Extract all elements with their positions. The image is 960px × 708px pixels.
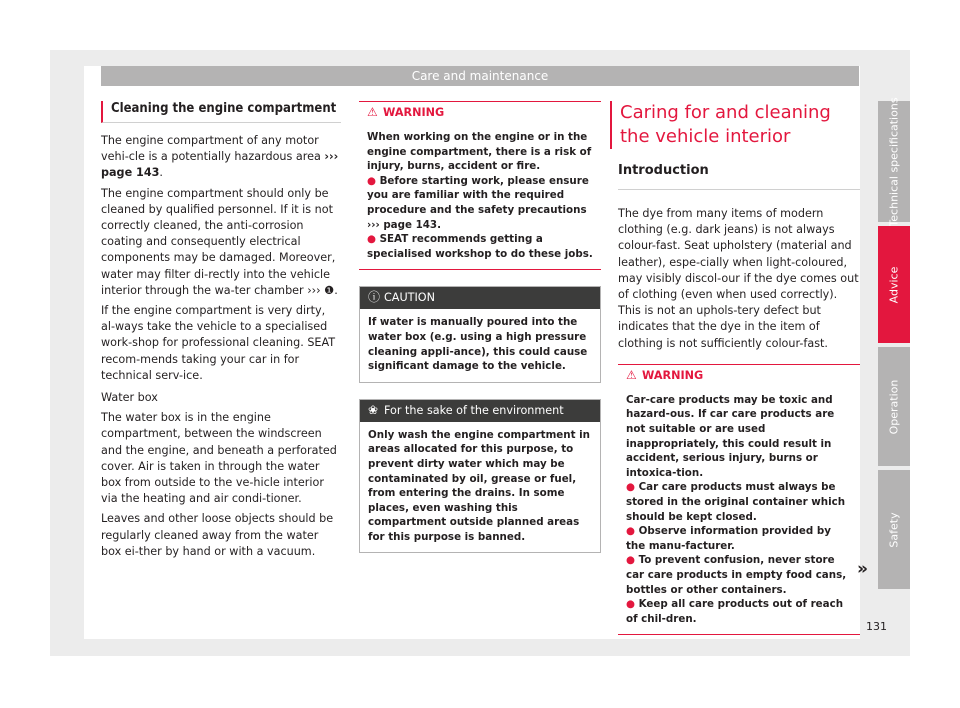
environment-body: Only wash the engine compartment in areas allocated for this purpose, to prevent dirty water which may be contaminated by oil, grease or fuel, from entering the drains. In some places, even washing this compartment outside planned areas for this purpose is banned.	[368, 428, 590, 543]
chapter-title: Caring for and cleaning the vehicle interior	[610, 101, 852, 149]
warning-bullet: ● Observe information provided by the manu-facturer.	[626, 525, 831, 552]
bullet-icon: ●	[367, 174, 380, 187]
paragraph: The dye from many items of modern clothing (e.g. dark jeans) is not always colour-fast. Seat upholstery (material and leather), espe-cially when light-coloured, may visibly discol-our if the dye comes out of clothing (even when used correctly). This is not an uphols-tery defect but indicates that the dye in the item of clothing is not sufficiently colour-fast.	[618, 207, 859, 350]
warning-bullet: ● SEAT recommends getting a specialised workshop to do these jobs.	[367, 233, 593, 260]
caution-box	[359, 286, 601, 382]
tab-safety[interactable]: Safety	[878, 470, 910, 589]
paragraph: The engine compartment should only be cleaned by qualified personnel. If it is not correctly cleaned, the anti-corrosion coating and consequently electrical components may be damaged. Moreover, water may filter di-rectly into the vehicle interior through the wa-ter chamber ››› ❶.	[101, 186, 338, 297]
warning-bullet: ● Keep all care products out of reach of chil-dren.	[626, 598, 844, 625]
warning-bullet: ● To prevent confusion, never store car care products in empty food cans, bottles or other containers.	[626, 554, 847, 596]
warning-header: ⚠ WARNING	[359, 102, 601, 124]
bullet-icon: ●	[626, 481, 639, 494]
bullet-icon: ●	[367, 233, 380, 246]
continue-arrow-icon: »	[857, 559, 868, 579]
column-interior-care	[618, 101, 860, 651]
water-box-heading: Water box	[101, 391, 158, 405]
warning-triangle-icon: ⚠	[626, 367, 637, 382]
environment-leaf-icon: ❀	[368, 402, 379, 417]
paragraph: The water box is in the engine compartment, between the windscreen and the engine, and beneath a perforated cover. Air is taken in through the water box from outside to the ve-hicle interior via the heating and air condi-tioner.	[101, 411, 337, 506]
tab-advice[interactable]: Advice	[878, 226, 910, 343]
warning-body: When working on the engine or in the engine compartment, there is a risk of injury, burns, accident or fire. ● Before starting work, please ensure you are familiar with the required procedure and the safety precautions ››› page 143. ● SEAT recommends getting a specialised workshop to do these jobs.	[367, 131, 593, 260]
tab-operation[interactable]: Operation	[878, 347, 910, 466]
warning-box	[618, 364, 860, 636]
environment-header: ❀ For the sake of the environment	[360, 400, 600, 422]
environment-box	[359, 399, 601, 554]
warning-triangle-icon: ⚠	[367, 105, 378, 119]
caution-icon: ⓘ	[368, 290, 381, 305]
caution-header: ⓘ CAUTION	[360, 287, 600, 309]
bullet-icon: ●	[626, 525, 639, 538]
page-number: 131	[866, 620, 887, 633]
warning-box	[359, 101, 601, 270]
caution-body: If water is manually poured into the water box (e.g. using a high pressure cleaning appli-ance), this could cause significant damage to the vehicle.	[368, 316, 588, 373]
page-link[interactable]: ››› page 143	[101, 150, 339, 180]
bullet-icon: ●	[626, 554, 639, 567]
chapter-header: Care and maintenance	[101, 66, 859, 86]
paragraph: If the engine compartment is very dirty, al-ways take the vehicle to a specialised work-shop for professional cleaning. SEAT recom-mends taking your car in for technical serv-ice.	[101, 304, 336, 382]
paragraph: The engine compartment of any motor vehi-cle is a potentially hazardous area ››› page 143.	[101, 134, 339, 180]
warning-body: Car-care products may be toxic and hazard-ous. If car care products are not suitable or are used inappropriately, this could result in accident, serious injury, burns or intoxica-tion. ● Car care products must always be stored in the original container which should be kept closed. ● Observe information provided by the manu-facturer. ● To prevent confusion, never store car care products in empty food cans, bottles or other containers. ● Keep all care products out of reach of chil-dren.	[618, 387, 860, 635]
column-notices	[359, 101, 601, 569]
section-title: Cleaning the engine compartment	[101, 101, 341, 123]
warning-header: ⚠ WARNING	[618, 365, 860, 387]
paragraph: Leaves and other loose objects should be regularly cleaned away from the water box ei-ther by hand or with a vacuum.	[101, 512, 334, 558]
bullet-icon: ●	[626, 598, 639, 611]
introduction-heading: Introduction	[618, 163, 860, 190]
tab-technical-specifications[interactable]: Technical specifications	[878, 101, 910, 222]
warning-bullet: ● Before starting work, please ensure you are familiar with the required procedure and the safety precautions ››› page 143.	[367, 174, 589, 231]
column-engine-cleaning	[101, 101, 341, 560]
warning-bullet: ● Car care products must always be stored in the original container which should be kept closed.	[626, 481, 846, 523]
